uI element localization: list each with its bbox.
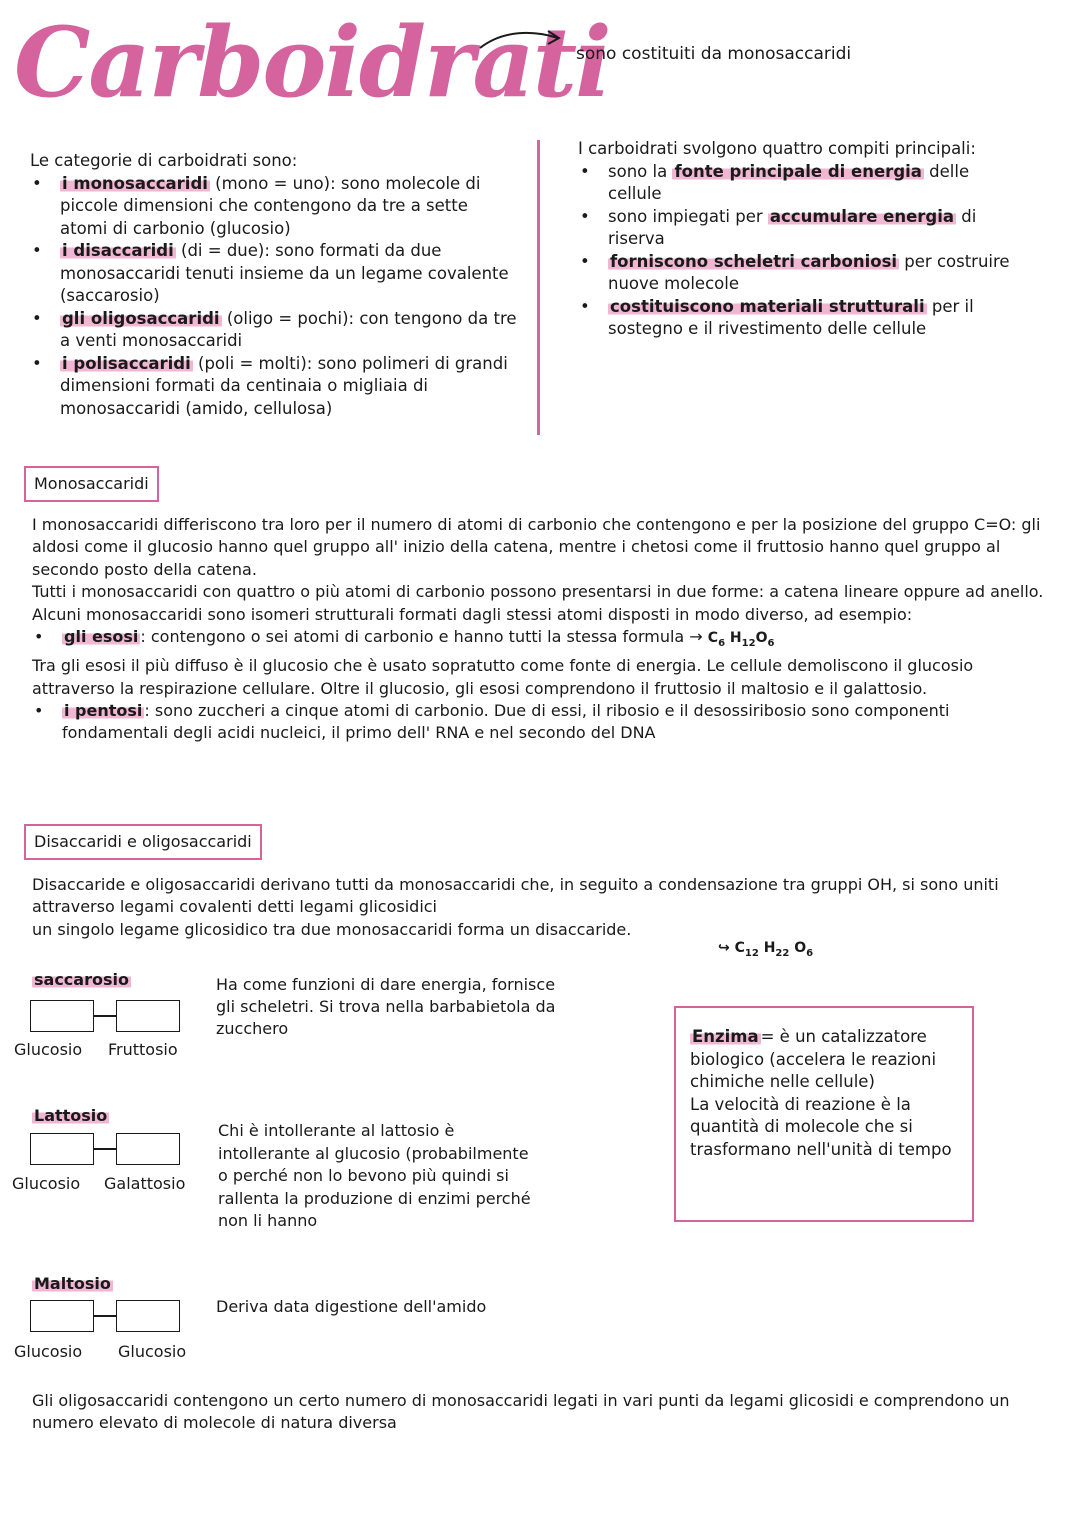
roles-block — [578, 138, 1018, 341]
molecule-desc: Chi è intollerante al lattosio è intollerante al glucosio (probabilmente o perché non lo bevono più quindi si rallenta la produzione di enzimi perché non li hanno — [218, 1121, 531, 1230]
categories-block — [30, 150, 520, 420]
monomer-label: Glucosio — [118, 1342, 187, 1361]
monomer-label: Glucosio — [12, 1174, 81, 1193]
paragraph: Disaccaride e oligosaccaridi derivano tutti da monosaccaridi che, in seguito a condensazione tra gruppi OH, si sono uniti attraverso legami covalenti detti legami glicosidici — [32, 875, 999, 917]
list-item: • i polisaccaridi (poli = molti): sono polimeri di grandi dimensioni formati da centinaia o migliaia di monosaccaridi (amido, cellulosa) — [30, 353, 520, 421]
monomer-label: Glucosio — [14, 1342, 83, 1361]
glycosidic-bond — [94, 1015, 116, 1017]
list-item: • gli oligosaccaridi (oligo = pochi): con tengono da tre a venti monosaccaridi — [30, 308, 520, 353]
column-divider — [537, 140, 540, 435]
esosi-list — [32, 626, 1052, 655]
monomer-box — [116, 1300, 180, 1332]
list-item: • sono impiegati per accumulare energia di riserva — [578, 206, 1018, 251]
paragraph: Tra gli esosi il più diffuso è il glucosio che è usato sopratutto come fonte di energia. Le cellule demoliscono il glucosio attraverso la respirazione cellulare. Oltre il glucosio, gli esosi comprendono il fruttosio il maltosio e il galattosio. — [32, 656, 974, 698]
list-item: • i disaccaridi (di = due): sono formati da due monosaccaridi tenuti insieme da un legame covalente (saccarosio) — [30, 240, 520, 308]
monomer-box — [116, 1133, 180, 1165]
disaccaridi-body — [32, 874, 1052, 941]
list-item: • i pentosi : sono zuccheri a cinque atomi di carbonio. Due di essi, il ribosio e il desossiribosio sono componenti fondamentali degli acidi nucleici, il primo dell' RNA e nel secondo del DNA — [32, 700, 1052, 745]
enzima-text2: La velocità di reazione è la quantità di molecole che si trasformano nell'unità di tempo — [690, 1094, 952, 1159]
monomer-box — [116, 1000, 180, 1032]
oligosaccaridi-paragraph: Gli oligosaccaridi contengono un certo numero di monosaccaridi legati in vari punti da legami glicosidi e comprendono un numero elevato di molecole di natura diversa — [32, 1391, 1010, 1433]
monomer-box — [30, 1000, 94, 1032]
list-item: • sono la fonte principale di energia delle cellule — [578, 161, 1018, 206]
list-item: • costituiscono materiali strutturali per il sostegno e il rivestimento delle cellule — [578, 296, 1018, 341]
molecule-name: Lattosio — [34, 1106, 108, 1125]
list-item: • forniscono scheletri carboniosi per costruire nuove molecole — [578, 251, 1018, 296]
molecule-name: saccarosio — [34, 970, 129, 989]
paragraph: Tutti i monosaccaridi con quattro o più atomi di carbonio possono presentarsi in due forme: a catena lineare oppure ad anello. — [32, 582, 1044, 602]
formula-esosi: $C_6$ $H_{12}O_6$ — [707, 630, 775, 649]
molecule-diagram — [30, 1133, 180, 1165]
monomer-label: Glucosio — [14, 1040, 83, 1059]
arrow-right-icon — [478, 26, 564, 54]
glycosidic-bond — [94, 1315, 116, 1317]
paragraph: Alcuni monosaccaridi sono isomeri strutturali formati dagli stessi atomi disposti in modo diverso, ad esempio: — [32, 604, 913, 624]
monosaccaridi-body — [32, 514, 1052, 745]
molecule-desc: Ha come funzioni di dare energia, fornisce gli scheletri. Si trova nella barbabietola da zucchero — [216, 975, 556, 1038]
section-heading-disaccaridi: Disaccaridi e oligosaccaridi — [24, 824, 262, 860]
hook-arrow-icon: ↪ — [718, 940, 730, 956]
paragraph: un singolo legame glicosidico tra due monosaccaridi forma un disaccaride. — [32, 919, 632, 939]
page-title: Carboidrati — [14, 6, 610, 119]
list-item: • i monosaccaridi (mono = uno): sono molecole di piccole dimensioni che contengono da tre a sette atomi di carbonio (glucosio) — [30, 173, 520, 241]
section-heading-monosaccaridi: Monosaccaridi — [24, 466, 159, 502]
molecule-desc: Deriva data digestione dell'amido — [216, 1297, 487, 1316]
monomer-box — [30, 1133, 94, 1165]
monomer-label: Fruttosio — [108, 1040, 178, 1059]
molecule-diagram — [30, 1000, 180, 1032]
molecule-lattosio — [32, 1106, 109, 1125]
roles-intro: I carboidrati svolgono quattro compiti principali: — [578, 139, 976, 158]
enzima-text: Enzima = è un catalizzatore biologico (accelera le reazioni chimiche nelle cellule) La velocità di reazione è la quantità di molecole che si trasformano nell'unità di tempo — [676, 1008, 972, 1161]
roles-list — [578, 161, 1018, 341]
molecule-name: Maltosio — [34, 1274, 111, 1293]
formula-disaccaride: ↪ $C_{12}$ $H_{22}$ $O_6$ — [718, 940, 814, 959]
categories-list — [30, 173, 520, 421]
categories-intro: Le categorie di carboidrati sono: — [30, 151, 298, 170]
molecule-saccarosio — [32, 970, 131, 989]
monomer-label: Galattosio — [104, 1174, 186, 1193]
pentosi-list — [32, 700, 1052, 745]
molecule-diagram — [30, 1300, 180, 1332]
subtitle: sono costituiti da monosaccaridi — [576, 44, 852, 64]
list-item: • gli esosi : contengono o sei atomi di carbonio e hanno tutti la stessa formula → $C_6$ $H_{12}O_6$ — [32, 626, 1052, 655]
paragraph: I monosaccaridi differiscono tra loro per il numero di atomi di carbonio che contengono e per la posizione del gruppo C=O: gli aldosi come il glucosio hanno quel gruppo all' inizio della catena, mentre i chetosi come il fruttosio hanno quel gruppo al secondo posto della catena. — [32, 515, 1041, 579]
enzima-box — [674, 1006, 974, 1222]
glycosidic-bond — [94, 1148, 116, 1150]
molecule-maltosio — [32, 1274, 113, 1293]
monomer-box — [30, 1300, 94, 1332]
